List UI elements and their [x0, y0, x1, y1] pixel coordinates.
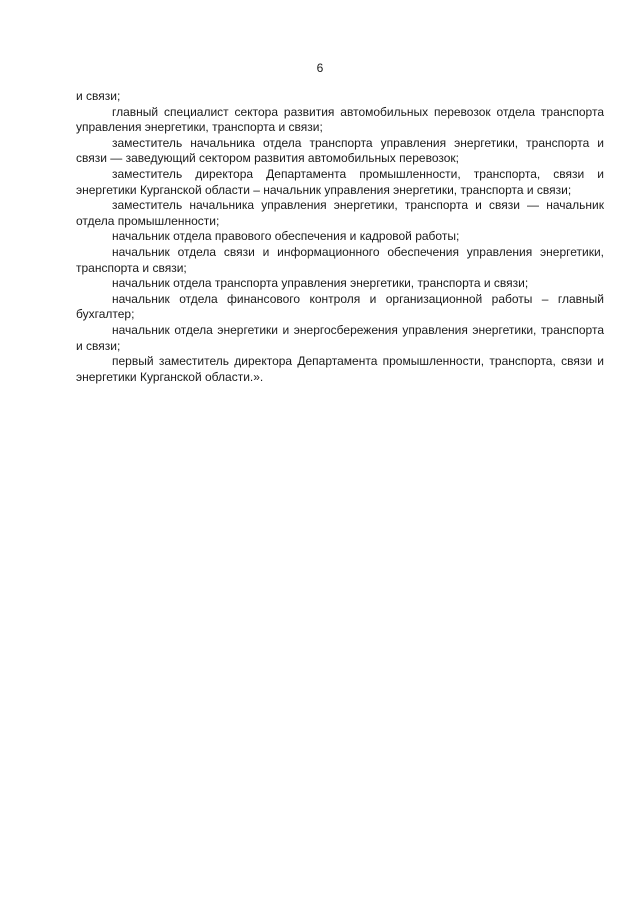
paragraph-head-energy: начальник отдела энергетики и энергосбережения управления энергетики, транспорта и связи; — [76, 322, 604, 353]
paragraph-head-communications: начальник отдела связи и информационного обеспечения управления энергетики, транспорта и связи; — [76, 244, 604, 275]
paragraph-deputy-head-management: заместитель начальника управления энергетики, транспорта и связи — начальник отдела промышленности; — [76, 198, 604, 228]
document-body — [76, 89, 604, 385]
paragraph-continuation: и связи; — [76, 89, 121, 103]
paragraph-head-finance: начальник отдела финансового контроля и организационной работы – главный бухгалтер; — [76, 291, 604, 322]
paragraph-head-legal: начальник отдела правового обеспечения и кадровой работы; — [112, 229, 460, 244]
page-number: 6 — [316, 61, 324, 75]
paragraph-deputy-director: заместитель директора Департамента промышленности, транспорта, связи и энергетики Курганской области – начальник управления энергетики, транспорта и связи; — [76, 166, 604, 197]
paragraph-deputy-head-transport: заместитель начальника отдела транспорта управления энергетики, транспорта и связи — заведующий сектором развития автомобильных перевозок; — [76, 135, 604, 166]
paragraph-chief-specialist: главный специалист сектора развития автомобильных перевозок отдела транспорта управления энергетики, транспорта и связи; — [76, 104, 604, 135]
paragraph-first-deputy-director: первый заместитель директора Департамента промышленности, транспорта, связи и энергетики Курганской области.». — [76, 354, 604, 384]
paragraph-head-transport: начальник отдела транспорта управления энергетики, транспорта и связи; — [112, 276, 529, 291]
